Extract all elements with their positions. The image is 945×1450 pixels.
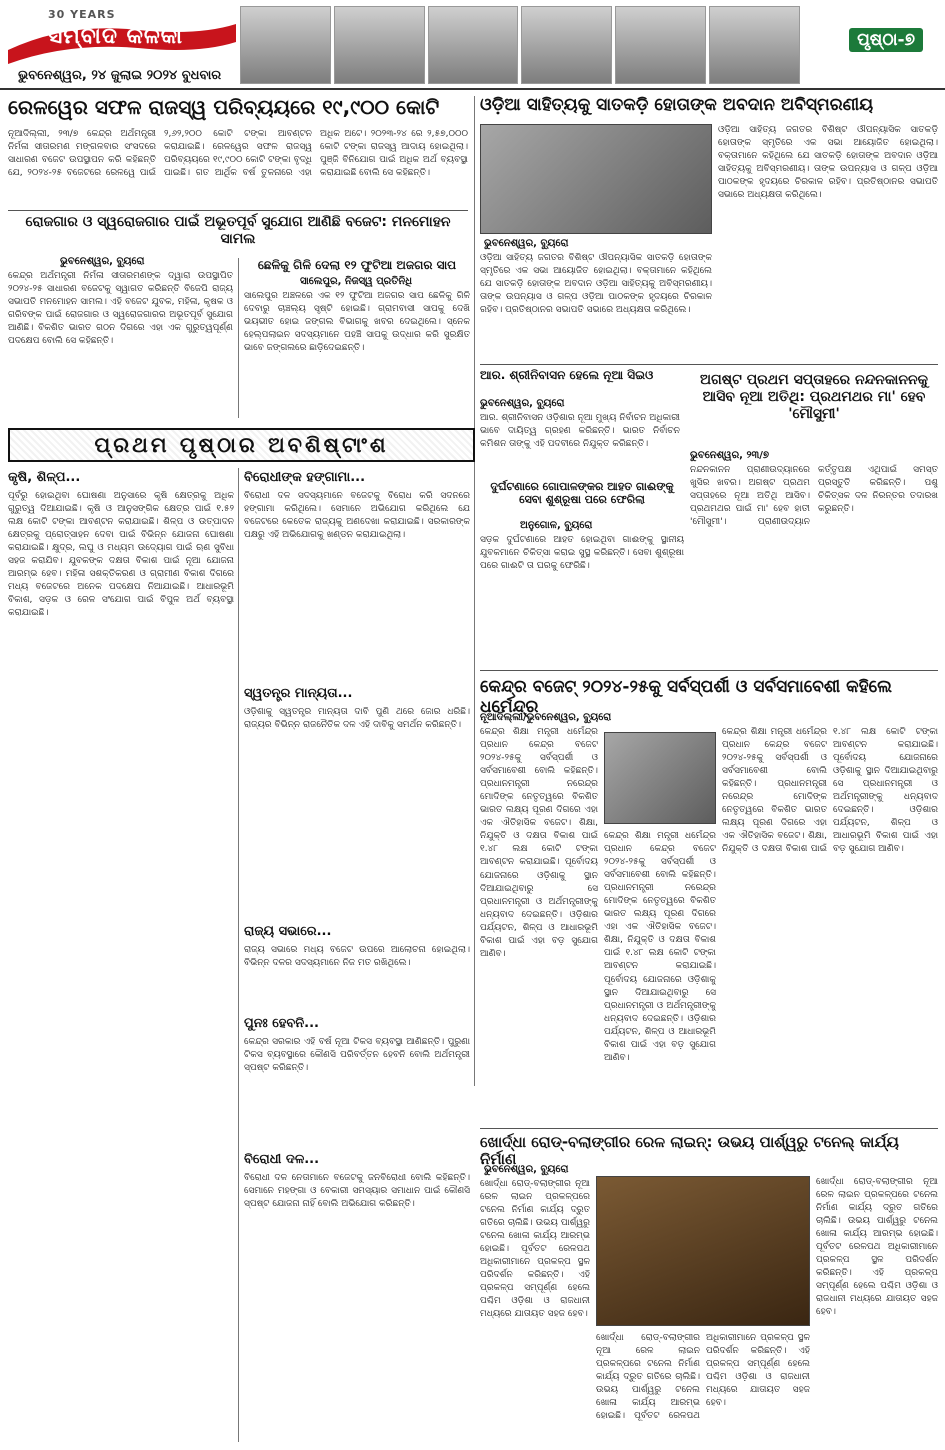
python-headline: ଛେଳିକୁ ଗିଳି ଦେଲା ୧୨ ଫୁଟିଆ ଅଜଗର ସାପ (257, 258, 457, 272)
state-assembly-body: ରାଜ୍ୟ ସଭାରେ ମଧ୍ୟ ବଜେଟ ଉପରେ ଆଲୋଚନା ହୋଇଥିଲା। ବିଭିନ୍ନ ଦଳର ସଦସ୍ୟମାନେ ନିଜ ମତ ରଖିଥିଲେ। (244, 945, 470, 969)
page-number-box (817, 10, 937, 72)
children-photo (428, 6, 519, 84)
opposition-body: ବିରୋଧୀ ଦଳ ସଦସ୍ୟମାନେ ବଜେଟକୁ ବିରୋଧ କରି ସଦନରେ ହଙ୍ଗାମା କରିଥିଲେ। ସେମାନେ ଅଭିଯୋଗ କରିଥିଲେ ଯେ ବଜେଟରେ କେତେକ ରାଜ୍ୟକୁ ଅଣଦେଖା କରାଯାଇଛି। ସରକାରଙ୍କ ପକ୍ଷରୁ ଏହି ଅଭିଯୋଗକୁ ଖଣ୍ଡନ କରାଯାଇଥିଲା। (244, 491, 470, 541)
literature-meeting-photo (480, 124, 712, 234)
paper-name: ସମ୍ବାଦ କଳିକା (48, 24, 184, 49)
masthead-photo-strip (240, 6, 800, 84)
dharmendra-portrait (604, 732, 716, 824)
railway-body: ନୂଆଦିଲ୍ଲୀ, ୨୩/୭ କେନ୍ଦ୍ର ଅର୍ଥମନ୍ତ୍ରୀ ନିର୍ମଳା ସୀତାରମଣ ମଙ୍ଗଳବାର ସଂସଦରେ ସାଧାରଣ ବଜେଟ ଉପସ୍ଥାପନ କରି କହିଛନ୍ତି ଯେ, ୨୦୨୪-୨୫ ବଜେଟରେ ରେଳୱେ ପାଇଁ ୨,୬୨,୨୦୦ କୋଟି ଟଙ୍କା ଆବଣ୍ଟନ କରାଯାଇଛି। ରେଳୱେର ସଫଳ ରାଜସ୍ୱ ପରିବ୍ୟୟରେ ୧୯,୯୦୦ କୋଟି ଟଙ୍କା ବୃଦ୍ଧି ପାଇଛି। ଗତ ଆର୍ଥିକ ବର୍ଷ ତୁଳନାରେ ଏହା ଅଧିକ ଅଟେ। ୨୦୨୩-୨୪ ରେ ୨,୫୭,୦୦୦ କୋଟି ଟଙ୍କା ରାଜସ୍ୱ ଆଦାୟ ହୋଇଥିଲା। ପୁଞ୍ଜି ବିନିଯୋଗ ପାଇଁ ଅଧିକ ଅର୍ଥ ବ୍ୟବସ୍ଥା କରାଯାଇଛି ବୋଲି ସେ କହିଛନ୍ତି। (8, 129, 468, 179)
opposition-subhead: ବିରୋଧୀଙ୍କ ହଙ୍ଗାମା... (244, 470, 366, 485)
literature-body-2: ଓଡ଼ିଆ ସାହିତ୍ୟ ଜଗତର ବିଶିଷ୍ଟ ଔପନ୍ୟାସିକ ସାତକଡ଼ି ହୋତାଙ୍କ ସ୍ମୃତିରେ ଏକ ସଭା ଆୟୋଜିତ ହୋଇଥିଲା। ବକ୍ତାମାନେ କହିଥିଲେ ଯେ ସାତକଡ଼ି ହୋତାଙ୍କ ଅବଦାନ ଓଡ଼ିଆ ସାହିତ୍ୟକୁ ଅବିସ୍ମରଣୀୟ। ତାଙ୍କ ଉପନ୍ୟାସ ଓ ଗଳ୍ପ ଓଡ଼ିଆ ପାଠକଙ୍କ ହୃଦୟରେ ଚିରକାଳ ରହିବ। ପ୍ରତିଷ୍ଠାନର ସଭାପତି ସଭାରେ ଅଧ୍ୟକ୍ଷତା କରିଥିଲେ। (718, 125, 938, 201)
tunnel-body-2: ଖୋର୍ଦ୍ଧା ରୋଡ୍-ବଲାଙ୍ଗୀର ନୂଆ ରେଳ ଲାଇନ ପ୍ରକଳ୍ପରେ ଟନେଲ ନିର୍ମାଣ କାର୍ଯ୍ୟ ଦ୍ରୁତ ଗତିରେ ଚାଲିଛି। ଉଭୟ ପାର୍ଶ୍ୱରୁ ଟନେଲ ଖୋଳା କାର୍ଯ୍ୟ ଆରମ୍ଭ ହୋଇଛି। ପୂର୍ବତଟ ରେଳପଥ ଅଧିକାରୀମାନେ ପ୍ରକଳ୍ପ ସ୍ଥଳ ପରିଦର୍ଶନ କରିଛନ୍ତି। ଏହି ପ୍ରକଳ୍ପ ସମ୍ପୂର୍ଣ୍ଣ ହେଲେ ପଶ୍ଚିମ ଓଡ଼ିଶା ଓ ରାଜଧାନୀ ମଧ୍ୟରେ ଯାତାୟତ ସହଜ ହେବ। (596, 1333, 810, 1422)
literature-headline: ଓଡ଼ିଆ ସାହିତ୍ୟକୁ ସାତକଡ଼ି ହୋତାଙ୍କ ଅବଦାନ ଅବିସ୍ମରଣୀୟ (480, 95, 874, 115)
dharmendra-body-1: କେନ୍ଦ୍ର ଶିକ୍ଷା ମନ୍ତ୍ରୀ ଧର୍ମେନ୍ଦ୍ର ପ୍ରଧାନ କେନ୍ଦ୍ର ବଜେଟ ୨୦୨୪-୨୫କୁ ସର୍ବସ୍ପର୍ଶୀ ଓ ସର୍ବସମାବେଶୀ ବୋଲି କହିଛନ୍ତି। ପ୍ରଧାନମନ୍ତ୍ରୀ ନରେନ୍ଦ୍ର ମୋଦିଙ୍କ ନେତୃତ୍ୱରେ ବିକଶିତ ଭାରତ ଲକ୍ଷ୍ୟ ପୂରଣ ଦିଗରେ ଏହା ଏକ ଐତିହାସିକ ବଜେଟ। ଶିକ୍ଷା, ନିଯୁକ୍ତି ଓ ଦକ୍ଷତା ବିକାଶ ପାଇଁ ୧.୪୮ ଲକ୍ଷ କୋଟି ଟଙ୍କା ଆବଣ୍ଟନ କରାଯାଇଛି। ପୂର୍ବୋଦୟ ଯୋଜନାରେ ଓଡ଼ିଶାକୁ ସ୍ଥାନ ଦିଆଯାଇଥିବାରୁ ସେ ପ୍ରଧାନମନ୍ତ୍ରୀ ଓ ଅର୍ଥମନ୍ତ୍ରୀଙ୍କୁ ଧନ୍ୟବାଦ ଦେଇଛନ୍ତି। ଓଡ଼ିଶାର ପର୍ଯ୍ୟଟନ, ଶିଳ୍ପ ଓ ଆଧାରଭୂମି ବିକାଶ ପାଇଁ ଏହା ବଡ଼ ସୁଯୋଗ ଆଣିବ। (480, 727, 598, 959)
tunnel-body-3: ଖୋର୍ଦ୍ଧା ରୋଡ୍-ବଲାଙ୍ଗୀର ନୂଆ ରେଳ ଲାଇନ ପ୍ରକଳ୍ପରେ ଟନେଲ ନିର୍ମାଣ କାର୍ଯ୍ୟ ଦ୍ରୁତ ଗତିରେ ଚାଲିଛି। ଉଭୟ ପାର୍ଶ୍ୱରୁ ଟନେଲ ଖୋଳା କାର୍ଯ୍ୟ ଆରମ୍ଭ ହୋଇଛି। ପୂର୍ବତଟ ରେଳପଥ ଅଧିକାରୀମାନେ ପ୍ରକଳ୍ପ ସ୍ଥଳ ପରିଦର୍ଶନ କରିଛନ୍ତି। ଏହି ପ୍ରକଳ୍ପ ସମ୍ପୂର୍ଣ୍ଣ ହେଲେ ପଶ୍ଚିମ ଓଡ଼ିଶା ଓ ରାଜଧାନୀ ମଧ୍ୟରେ ଯାତାୟତ ସହଜ ହେବ। (816, 1177, 938, 1318)
special-status-subhead: ସ୍ୱତନ୍ତ୍ର ମାନ୍ୟତା... (244, 686, 353, 701)
art-photo (521, 6, 612, 84)
lake-temple-photo (709, 6, 800, 84)
cow-byline: ଅନୁଗୋଳ, ବ୍ୟୁରୋ (520, 520, 593, 531)
tunnel-headline: ଖୋର୍ଦ୍ଧା ରୋଡ୍-ବଲାଙ୍ଗୀର ରେଳ ଲାଇନ୍: ଉଭୟ ପାର୍ଶ୍ୱରୁ ଟନେଲ୍ କାର୍ଯ୍ୟ ନିର୍ମାଣ (480, 1133, 899, 1169)
nandankanan-byline: ଭୁବନେଶ୍ୱର, ୨୩/୭ (690, 450, 770, 461)
cow-body: ସଡ଼କ ଦୁର୍ଘଟଣାରେ ଆହତ ହୋଇଥିବା ଗାଈଙ୍କୁ ସ୍ଥାନୀୟ ଯୁବକମାନେ ଚିକିତ୍ସା କରାଇ ସୁସ୍ଥ କରିଛନ୍ତି। ସେବା ଶୁଶ୍ରୂଷା ପରେ ଗାଈଟି ତା ଘରକୁ ଫେରିଛି। (480, 535, 684, 572)
cow-headline: ଦୁର୍ଘଟଣାରେ ଗୋପାଳଙ୍କର ଆହତ ଗାଈଙ୍କୁ ସେବା ଶୁଶ୍ରୂଷା ପରେ ଫେରିଲା (490, 480, 674, 507)
employment-body: କେନ୍ଦ୍ର ଅର୍ଥମନ୍ତ୍ରୀ ନିର୍ମଳା ସୀତାରମଣଙ୍କ ଦ୍ୱାରା ଉପସ୍ଥାପିତ ୨୦୨୪-୨୫ ସାଧାରଣ ବଜେଟକୁ ସ୍ୱାଗତ କରିଛନ୍ତି ବିଜେପି ରାଜ୍ୟ ସଭାପତି ମନମୋହନ ସାମଲ। ଏହି ବଜେଟ ଯୁବକ, ମହିଳା, କୃଷକ ଓ ଗରିବଙ୍କ ପାଇଁ ରୋଜଗାର ଓ ସ୍ୱରୋଜଗାରର ଅଭୂତପୂର୍ବ ସୁଯୋଗ ଆଣିଛି। ବିକଶିତ ଭାରତ ଗଠନ ଦିଗରେ ଏହା ଏକ ଗୁରୁତ୍ୱପୂର୍ଣ୍ଣ ପଦକ୍ଷେପ ବୋଲି ସେ କହିଛନ୍ତି। (8, 271, 233, 347)
dharmendra-body-3: କେନ୍ଦ୍ର ଶିକ୍ଷା ମନ୍ତ୍ରୀ ଧର୍ମେନ୍ଦ୍ର ପ୍ରଧାନ କେନ୍ଦ୍ର ବଜେଟ ୨୦୨୪-୨୫କୁ ସର୍ବସ୍ପର୍ଶୀ ଓ ସର୍ବସମାବେଶୀ ବୋଲି କହିଛନ୍ତି। ପ୍ରଧାନମନ୍ତ୍ରୀ ନରେନ୍ଦ୍ର ମୋଦିଙ୍କ ନେତୃତ୍ୱରେ ବିକଶିତ ଭାରତ ଲକ୍ଷ୍ୟ ପୂରଣ ଦିଗରେ ଏହା ଏକ ଐତିହାସିକ ବଜେଟ। ଶିକ୍ଷା, ନିଯୁକ୍ତି ଓ ଦକ୍ଷତା ବିକାଶ ପାଇଁ ୧.୪୮ ଲକ୍ଷ କୋଟି ଟଙ୍କା ଆବଣ୍ଟନ କରାଯାଇଛି। ପୂର୍ବୋଦୟ ଯୋଜନାରେ ଓଡ଼ିଶାକୁ ସ୍ଥାନ ଦିଆଯାଇଥିବାରୁ ସେ ପ୍ରଧାନମନ୍ତ୍ରୀ ଓ ଅର୍ଥମନ୍ତ୍ରୀଙ୍କୁ ଧନ୍ୟବାଦ ଦେଇଛନ୍ତି। ଓଡ଼ିଶାର ପର୍ଯ୍ୟଟନ, ଶିଳ୍ପ ଓ ଆଧାରଭୂମି ବିକାଶ ପାଇଁ ଏହା ବଡ଼ ସୁଯୋଗ ଆଣିବ। (722, 727, 938, 855)
nandankanan-headline: ଅଗଷ୍ଟ ପ୍ରଥମ ସପ୍ତାହରେ ନନ୍ଦନକାନନକୁ ଆସିବ ନୂଆ ଅତିଥି: ପ୍ରଥମଥର ମା' ହେବ 'ମୌସୁମୀ' (699, 372, 929, 422)
anniversary-label: 30 YEARS (48, 8, 116, 21)
tunnel-construction-photo (596, 1176, 810, 1326)
craft-photo (334, 6, 425, 84)
opposition-party-body: ବିରୋଧୀ ଦଳ ନେତାମାନେ ବଜେଟକୁ ଜନବିରୋଧୀ ବୋଲି କହିଛନ୍ତି। ସେମାନେ ମହଙ୍ଗା ଓ ବେକାରୀ ସମସ୍ୟାର ସମାଧାନ ପାଇଁ କୌଣସି ସ୍ପଷ୍ଟ ଯୋଜନା ନାହିଁ ବୋଲି ଅଭିଯୋଗ କରିଛନ୍ତି। (244, 1173, 470, 1210)
tunnel-body-1: ଖୋର୍ଦ୍ଧା ରୋଡ୍-ବଲାଙ୍ଗୀର ନୂଆ ରେଳ ଲାଇନ ପ୍ରକଳ୍ପରେ ଟନେଲ ନିର୍ମାଣ କାର୍ଯ୍ୟ ଦ୍ରୁତ ଗତିରେ ଚାଲିଛି। ଉଭୟ ପାର୍ଶ୍ୱରୁ ଟନେଲ ଖୋଳା କାର୍ଯ୍ୟ ଆରମ୍ଭ ହୋଇଛି। ପୂର୍ବତଟ ରେଳପଥ ଅଧିକାରୀମାନେ ପ୍ରକଳ୍ପ ସ୍ଥଳ ପରିଦର୍ଶନ କରିଛନ୍ତି। ଏହି ପ୍ରକଳ୍ପ ସମ୍ପୂର୍ଣ୍ଣ ହେଲେ ପଶ୍ଚିମ ଓଡ଼ିଶା ଓ ରାଜଧାନୀ ମଧ୍ୟରେ ଯାତାୟତ ସହଜ ହେବ। (480, 1179, 590, 1320)
continuation-banner: ପ୍ରଥମ ପୃଷ୍ଠାର ଅବଶିଷ୍ଟାଂଶ (8, 428, 475, 462)
employment-headline: ରୋଜଗାର ଓ ସ୍ୱରୋଜଗାର ପାଇଁ ଅଭୂତପୂର୍ବ ସୁଯୋଗ ଆଣିଛି ବଜେଟ: ମନମୋହନ ସାମଲ (25, 214, 451, 247)
masthead (0, 0, 945, 90)
railway-headline: ରେଳୱେର ସଫଳ ରାଜସ୍ୱ ପରିବ୍ୟୟରେ ୧୯,୯୦୦ କୋଟି (8, 95, 440, 119)
agri-body: ପୂର୍ବରୁ ହୋଇଥିବା ଘୋଷଣା ଅନୁସାରେ କୃଷି କ୍ଷେତ୍ରକୁ ଅଧିକ ଗୁରୁତ୍ୱ ଦିଆଯାଇଛି। କୃଷି ଓ ଆନୁସଙ୍ଗିକ କ୍ଷେତ୍ର ପାଇଁ ୧.୫୨ ଲକ୍ଷ କୋଟି ଟଙ୍କା ଆବଣ୍ଟନ କରାଯାଇଛି। ଶିଳ୍ପ ଓ ଉତ୍ପାଦନ କ୍ଷେତ୍ରକୁ ପ୍ରୋତ୍ସାହନ ଦେବା ପାଇଁ ବିଭିନ୍ନ ଯୋଜନା ଘୋଷଣା କରାଯାଇଛି। କ୍ଷୁଦ୍ର, ଲଘୁ ଓ ମଧ୍ୟମ ଉଦ୍ୟୋଗ ପାଇଁ ଋଣ ସୁବିଧା ସହଜ କରାଯିବ। ଯୁବକଙ୍କ ଦକ୍ଷତା ବିକାଶ ପାଇଁ ନୂଆ ଯୋଜନା ଆରମ୍ଭ ହେବ। ମହିଳା ସଶକ୍ତିକରଣ ଓ ଗ୍ରାମୀଣ ବିକାଶ ଦିଗରେ ମଧ୍ୟ ବଜେଟରେ ଅନେକ ପଦକ୍ଷେପ ନିଆଯାଇଛି। ଆଧାରଭୂମି ବିକାଶ, ସଡ଼କ ଓ ରେଳ ସଂଯୋଗ ପାଇଁ ବିପୁଳ ଅର୍ଥ ବ୍ୟବସ୍ଥା କରାଯାଇଛି। (8, 491, 234, 619)
not-again-body: କେନ୍ଦ୍ର ସରକାର ଏହି ବର୍ଷ ନୂଆ ଟିକସ ବ୍ୟବସ୍ଥା ଆଣିଛନ୍ତି। ପୁରୁଣା ଟିକସ ବ୍ୟବସ୍ଥାରେ କୌଣସି ପରିବର୍ତ୍ତନ ହେବନି ବୋଲି ଅର୍ଥମନ୍ତ୍ରୀ ସ୍ପଷ୍ଟ କରିଛନ୍ତି। (244, 1037, 470, 1074)
newspaper-logo (8, 6, 238, 86)
python-byline: ସାଲେପୁର, ନିଜସ୍ୱ ପ୍ରତିନିଧି (300, 276, 413, 287)
python-body: ସାଲେପୁର ଅଞ୍ଚଳରେ ଏକ ୧୨ ଫୁଟିଆ ଅଜଗର ସାପ ଛେଳିକୁ ଗିଳି ଦେବାରୁ ଚାଞ୍ଚଲ୍ୟ ସୃଷ୍ଟି ହୋଇଛି। ଗ୍ରାମବାସୀ ସାପକୁ ଦେଖି ଭୟଭୀତ ହୋଇ ଜଙ୍ଗଲ ବିଭାଗକୁ ଖବର ଦେଇଥିଲେ। ସ୍ନେକ ହେଲ୍ପଲାଇନ ସଦସ୍ୟମାନେ ପହଞ୍ଚି ସାପକୁ ଉଦ୍ଧାର କରି ସୁରକ୍ଷିତ ଭାବେ ଜଙ୍ଗଲରେ ଛାଡ଼ିଦେଇଛନ୍ତି। (244, 291, 470, 354)
nandankanan-body: ନନ୍ଦନକାନନ ପ୍ରାଣୀଉଦ୍ୟାନରେ ଖୁସିର ଖବର। ଅଗଷ୍ଟ ପ୍ରଥମ ସପ୍ତାହରେ ନୂଆ ଅତିଥି ଆସିବ। ପ୍ରଥମଥର ପାଇଁ ମା' ହେବ ହାତୀ 'ମୌସୁମୀ'। ପ୍ରାଣୀଉଦ୍ୟାନ କର୍ତ୍ତୃପକ୍ଷ ଏଥିପାଇଁ ସମସ୍ତ ପ୍ରସ୍ତୁତି କରିଛନ୍ତି। ପଶୁ ଚିକିତ୍ସକ ଦଳ ନିରନ୍ତର ତଦାରଖ କରୁଛନ୍ତି। (690, 465, 938, 528)
employment-byline: ଭୁବନେଶ୍ୱର, ବ୍ୟୁରୋ (60, 256, 145, 267)
state-assembly-subhead: ରାଜ୍ୟ ସଭାରେ... (244, 924, 332, 939)
opposition-party-subhead: ବିରୋଧୀ ଦଳ... (244, 1152, 320, 1167)
dateline: ଭୁବନେଶ୍ୱର, ୨୪ ଜୁଲାଇ ୨୦୨୪ ବୁଧବାର (18, 68, 222, 83)
page-number: ପୃଷ୍ଠା-୭ (849, 28, 923, 52)
tunnel-byline: ଭୁବନେଶ୍ୱର, ବ୍ୟୁରୋ (484, 1164, 569, 1175)
dharmendra-body-2: କେନ୍ଦ୍ର ଶିକ୍ଷା ମନ୍ତ୍ରୀ ଧର୍ମେନ୍ଦ୍ର ପ୍ରଧାନ କେନ୍ଦ୍ର ବଜେଟ ୨୦୨୪-୨୫କୁ ସର୍ବସ୍ପର୍ଶୀ ଓ ସର୍ବସମାବେଶୀ ବୋଲି କହିଛନ୍ତି। ପ୍ରଧାନମନ୍ତ୍ରୀ ନରେନ୍ଦ୍ର ମୋଦିଙ୍କ ନେତୃତ୍ୱରେ ବିକଶିତ ଭାରତ ଲକ୍ଷ୍ୟ ପୂରଣ ଦିଗରେ ଏହା ଏକ ଐତିହାସିକ ବଜେଟ। ଶିକ୍ଷା, ନିଯୁକ୍ତି ଓ ଦକ୍ଷତା ବିକାଶ ପାଇଁ ୧.୪୮ ଲକ୍ଷ କୋଟି ଟଙ୍କା ଆବଣ୍ଟନ କରାଯାଇଛି। ପୂର୍ବୋଦୟ ଯୋଜନାରେ ଓଡ଼ିଶାକୁ ସ୍ଥାନ ଦିଆଯାଇଥିବାରୁ ସେ ପ୍ରଧାନମନ୍ତ୍ରୀ ଓ ଅର୍ଥମନ୍ତ୍ରୀଙ୍କୁ ଧନ୍ୟବାଦ ଦେଇଛନ୍ତି। ଓଡ଼ିଶାର ପର୍ଯ୍ୟଟନ, ଶିଳ୍ପ ଓ ଆଧାରଭୂମି ବିକାଶ ପାଇଁ ଏହା ବଡ଼ ସୁଯୋଗ ଆଣିବ। (604, 831, 716, 1063)
dharmendra-byline: ନୂଆଦିଲ୍ଲୀ/ଭୁବନେଶ୍ୱର, ବ୍ୟୁରୋ (480, 712, 612, 723)
special-status-body: ଓଡ଼ିଶାକୁ ସ୍ୱତନ୍ତ୍ର ମାନ୍ୟତା ଦାବି ପୁଣି ଥରେ ଜୋର ଧରିଛି। ରାଜ୍ୟର ବିଭିନ୍ନ ରାଜନୈତିକ ଦଳ ଏହି ଦାବିକୁ ସମର୍ଥନ କରିଛନ୍ତି। (244, 707, 470, 731)
literature-body-1: ଓଡ଼ିଆ ସାହିତ୍ୟ ଜଗତର ବିଶିଷ୍ଟ ଔପନ୍ୟାସିକ ସାତକଡ଼ି ହୋତାଙ୍କ ସ୍ମୃତିରେ ଏକ ସଭା ଆୟୋଜିତ ହୋଇଥିଲା। ବକ୍ତାମାନେ କହିଥିଲେ ଯେ ସାତକଡ଼ି ହୋତାଙ୍କ ଅବଦାନ ଓଡ଼ିଆ ସାହିତ୍ୟକୁ ଅବିସ୍ମରଣୀୟ। ତାଙ୍କ ଉପନ୍ୟାସ ଓ ଗଳ୍ପ ଓଡ଼ିଆ ପାଠକଙ୍କ ହୃଦୟରେ ଚିରକାଳ ରହିବ। ପ୍ରତିଷ୍ଠାନର ସଭାପତି ସଭାରେ ଅଧ୍ୟକ୍ଷତା କରିଥିଲେ। (480, 253, 712, 316)
election-body: ଆର. ଶ୍ରୀନିବାସନ ଓଡ଼ିଶାର ନୂଆ ମୁଖ୍ୟ ନିର୍ବାଚନ ଅଧିକାରୀ ଭାବେ ଦାୟିତ୍ୱ ଗ୍ରହଣ କରିଛନ୍ତି। ଭାରତ ନିର୍ବାଚନ କମିଶନ ତାଙ୍କୁ ଏହି ପଦବୀରେ ନିଯୁକ୍ତ କରିଛନ୍ତି। (480, 413, 680, 450)
temple-photo (240, 6, 331, 84)
not-again-subhead: ପୁନଃ ହେବନି... (244, 1016, 319, 1031)
dharmendra-headline: କେନ୍ଦ୍ର ବଜେଟ୍ ୨୦୨୪-୨୫କୁ ସର୍ବସ୍ପର୍ଶୀ ଓ ସର୍ବସମାବେଶୀ କହିଲେ ଧର୍ମେନ୍ଦ୍ର (480, 677, 892, 717)
agri-subhead: କୃଷି, ଶିଳ୍ପ... (8, 470, 81, 485)
election-byline: ଭୁବନେଶ୍ୱର, ବ୍ୟୁରୋ (480, 398, 565, 409)
dance-photo (615, 6, 706, 84)
election-headline: ଆର. ଶ୍ରୀନିବାସନ ହେଲେ ନୂଆ ସିଇଓ (480, 368, 654, 382)
literature-byline: ଭୁବନେଶ୍ୱର, ବ୍ୟୁରୋ (484, 238, 569, 249)
